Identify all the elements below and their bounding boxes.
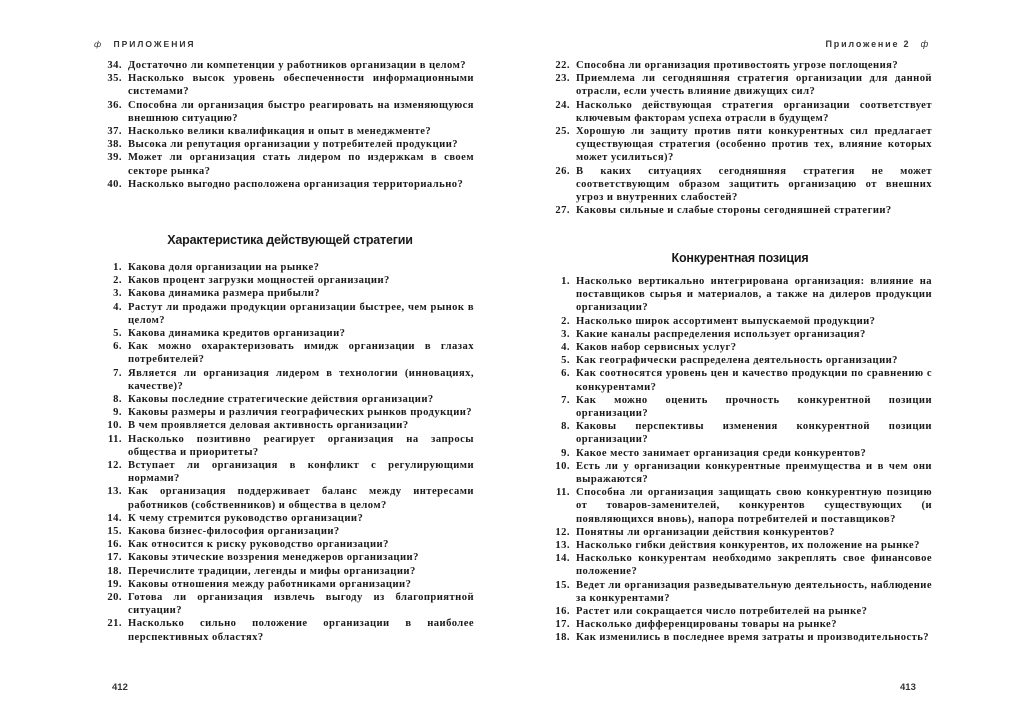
section-title: Конкурентная позиция [671,251,809,265]
item-number: 7. [113,367,122,379]
item-number: 13. [107,486,122,498]
item-number: 8. [561,421,570,433]
item-number: 17. [107,552,122,564]
item-text: Как соотносятся уровень цен и качество продукции по сравнению с конкурентами? [576,368,932,393]
item-text: Как изменились в последнее время затраты и производительность? [576,632,930,644]
page-number: 412 [112,682,128,693]
item-text: Достаточно ли компетенции у работников организации в целом? [128,60,467,71]
list-item [96,419,474,432]
item-text: Вступает ли организация в конфликт с регулирующими нормами? [128,460,474,485]
list-item [96,72,474,98]
item-number: 35. [107,73,122,85]
item-number: 25. [555,126,570,138]
item-text: Каковы сильные и слабые стороны сегодняшней стратегии? [576,205,892,217]
list-item [96,367,474,393]
item-number: 9. [561,447,570,459]
item-number: 36. [107,99,122,111]
list-item [96,459,474,485]
list-item [544,552,932,578]
item-number: 8. [113,394,122,406]
item-text: В каких ситуациях сегодняшняя стратегия не может соответствующим образом защитить организацию от внешних угроз и внутренних слабостей? [576,165,932,204]
list-item [544,341,932,354]
list-item [96,578,474,591]
list-item [544,447,932,460]
page-number: 413 [900,682,916,693]
list-item [544,367,932,393]
item-text: Каковы отношения между работниками организации? [128,578,412,590]
list-item [544,99,932,125]
ornament-icon: ф [94,39,104,49]
item-number: 14. [555,553,570,565]
item-text: Высока ли репутация организации у потребителей продукции? [128,139,458,151]
list-item [96,274,474,287]
item-text: Перечислите традиции, легенды и мифы организации? [128,565,416,577]
list-item [96,617,474,643]
item-number: 6. [113,341,122,353]
item-text: Может ли организация стать лидером по издержкам в своем секторе рынка? [128,152,474,177]
list-item [544,618,932,631]
item-text: Каковы последние стратегические действия организации? [128,394,434,406]
list-item [544,72,932,98]
item-text: Какова динамика размера прибыли? [128,288,321,300]
question-list-strategy [96,261,474,644]
item-text: Какое место занимает организация среди конкурентов? [576,447,867,459]
item-text: Каковы размеры и различия географических рынков продукции? [128,407,473,419]
running-head-text: ПРИЛОЖЕНИЯ [113,39,196,49]
item-number: 2. [113,275,122,287]
list-item [96,301,474,327]
item-text: Приемлема ли сегодняшняя стратегия организации для данной отрасли, если учесть влияние движущих сил? [576,73,932,98]
item-number: 5. [561,355,570,367]
item-text: Какова бизнес-философия организации? [128,526,340,538]
list-item [96,178,474,191]
item-number: 2. [561,315,570,327]
list-item [96,525,474,538]
list-item [96,287,474,300]
item-text: Насколько сильно положение организации в наиболее перспективных областях? [128,618,474,643]
item-text: Насколько выгодно расположена организация территориально? [128,178,464,190]
item-text: Каковы перспективы изменения конкурентной позиции организации? [576,421,932,446]
item-text: Хорошую ли защиту против пяти конкурентных сил предлагает существующая стратегия (особенно против тех, влияние которых может усилиться)? [576,126,932,164]
list-item [96,538,474,551]
list-item [96,125,474,138]
item-number: 3. [561,328,570,340]
item-text: Какова динамика кредитов организации? [128,328,346,340]
item-text: Как организация поддерживает баланс между интересами работников (собственников) и общества в целом? [128,486,474,511]
item-text: Способна ли организация защищать свою конкурентную позицию от товаров-заменителей, конкурентов существующих (и появляющихся вновь), напора потребителей и поставщиков? [576,487,932,525]
question-list-continued [96,59,474,191]
item-number: 16. [107,539,122,551]
list-item [544,486,932,526]
item-text: Насколько велики квалификация и опыт в менеджменте? [128,126,432,138]
item-number: 11. [555,487,570,499]
question-list-continued [544,59,932,217]
list-item [544,165,932,205]
list-item [96,138,474,151]
item-text: Готова ли организация извлечь выгоду из благоприятной ситуации? [128,592,474,617]
list-item [96,512,474,525]
item-number: 18. [555,632,570,644]
list-item [544,315,932,328]
running-head-text: Приложение 2 [825,39,911,49]
item-number: 1. [561,276,570,287]
item-number: 15. [555,579,570,591]
item-number: 24. [555,99,570,111]
list-item [96,59,474,72]
item-number: 6. [561,368,570,380]
item-text: Способна ли организация быстро реагировать на изменяющуюся внешнюю ситуацию? [128,99,474,124]
list-item [96,591,474,617]
item-number: 21. [107,618,122,630]
item-text: Насколько действующая стратегия организации соответствует ключевым факторам успеха отрасли в будущем? [576,99,932,124]
item-number: 17. [555,619,570,631]
item-text: Как можно оценить прочность конкурентной позиции организации? [576,394,932,420]
item-number: 10. [107,420,122,432]
section-title: Характеристика действующей стратегии [167,233,413,247]
item-text: Насколько позитивно реагирует организация на запросы общества и приоритеты? [128,433,474,458]
item-text: В чем проявляется деловая активность организации? [128,420,409,432]
list-item [96,327,474,340]
list-item [544,394,932,420]
item-text: Насколько высок уровень обеспеченности информационными системами? [128,73,474,98]
item-text: Насколько дифференцированы товары на рынке? [576,619,837,631]
item-text: Растет или сокращается число потребителей на рынке? [576,606,868,618]
list-item [544,579,932,605]
item-text: Как географически распределена деятельность организации? [576,355,898,367]
item-text: К чему стремится руководство организации? [128,512,364,524]
list-item [544,275,932,315]
item-number: 10. [555,460,570,472]
item-number: 5. [113,328,122,340]
list-item [96,565,474,578]
list-item [96,261,474,274]
list-item [96,406,474,419]
list-item [544,204,932,217]
list-item [544,539,932,552]
item-number: 18. [107,565,122,577]
list-item [96,151,474,177]
list-item [544,605,932,618]
item-text: Каковы этические воззрения менеджеров организации? [128,552,419,564]
item-number: 20. [107,592,122,604]
item-text: Насколько вертикально интегрирована организация: влияние на поставщиков сырья и материалов, а также на дилеров продукции организации? [576,276,932,314]
list-item [544,354,932,367]
item-number: 7. [561,394,570,406]
item-number: 12. [107,460,122,472]
item-number: 22. [555,60,570,71]
item-number: 23. [555,73,570,85]
item-text: Насколько гибки действия конкурентов, их положение на рынке? [576,540,920,552]
question-list-competitive [544,275,932,645]
item-text: Как можно охарактеризовать имидж организации в глазах потребителей? [128,341,474,366]
item-text: Как относится к риску руководство организации? [128,539,389,551]
list-item [544,125,932,165]
item-number: 9. [113,407,122,419]
item-text: Способна ли организация противостоять угрозе поглощения? [576,60,899,71]
item-text: Является ли организация лидером в технологии (инновациях, качестве)? [128,367,474,392]
item-number: 16. [555,606,570,618]
list-item [544,328,932,341]
running-head-right [826,39,936,49]
item-number: 37. [107,126,122,138]
item-number: 40. [107,178,122,190]
item-number: 38. [107,139,122,151]
list-item [544,526,932,539]
list-item [544,420,932,446]
item-number: 15. [107,526,122,538]
item-number: 19. [107,578,122,590]
item-number: 27. [555,205,570,217]
list-item [96,99,474,125]
item-text: Какова доля организации на рынке? [128,262,320,273]
item-text: Понятны ли организации действия конкурентов? [576,526,835,538]
item-number: 13. [555,540,570,552]
item-text: Насколько широк ассортимент выпускаемой продукции? [576,315,876,327]
list-item [544,59,932,72]
list-item [96,485,474,511]
list-item [96,551,474,564]
item-number: 39. [107,152,122,164]
item-number: 14. [107,512,122,524]
item-number: 34. [107,60,122,71]
item-text: Растут ли продажи продукции организации быстрее, чем рынок в целом? [128,301,474,326]
item-text: Каков набор сервисных услуг? [576,342,737,354]
ornament-icon: ф [920,39,930,49]
item-text: Каков процент загрузки мощностей организации? [128,275,390,287]
item-number: 1. [113,262,122,273]
item-text: Ведет ли организация разведывательную деятельность, наблюдение за конкурентами? [576,579,932,604]
list-item [96,340,474,366]
item-number: 12. [555,526,570,538]
list-item [96,433,474,459]
list-item [96,393,474,406]
item-text: Насколько конкурентам необходимо закреплять свое финансовое положение? [576,553,932,578]
item-text: Какие каналы распределения использует организация? [576,328,866,340]
item-number: 11. [107,433,122,445]
list-item [544,631,932,644]
item-number: 3. [113,288,122,300]
item-number: 4. [561,342,570,354]
list-item [544,460,932,486]
item-number: 26. [555,165,570,177]
item-text: Есть ли у организации конкурентные преимущества и в чем они выражаются? [576,460,932,486]
item-number: 4. [113,301,122,313]
running-head-left [88,39,196,49]
